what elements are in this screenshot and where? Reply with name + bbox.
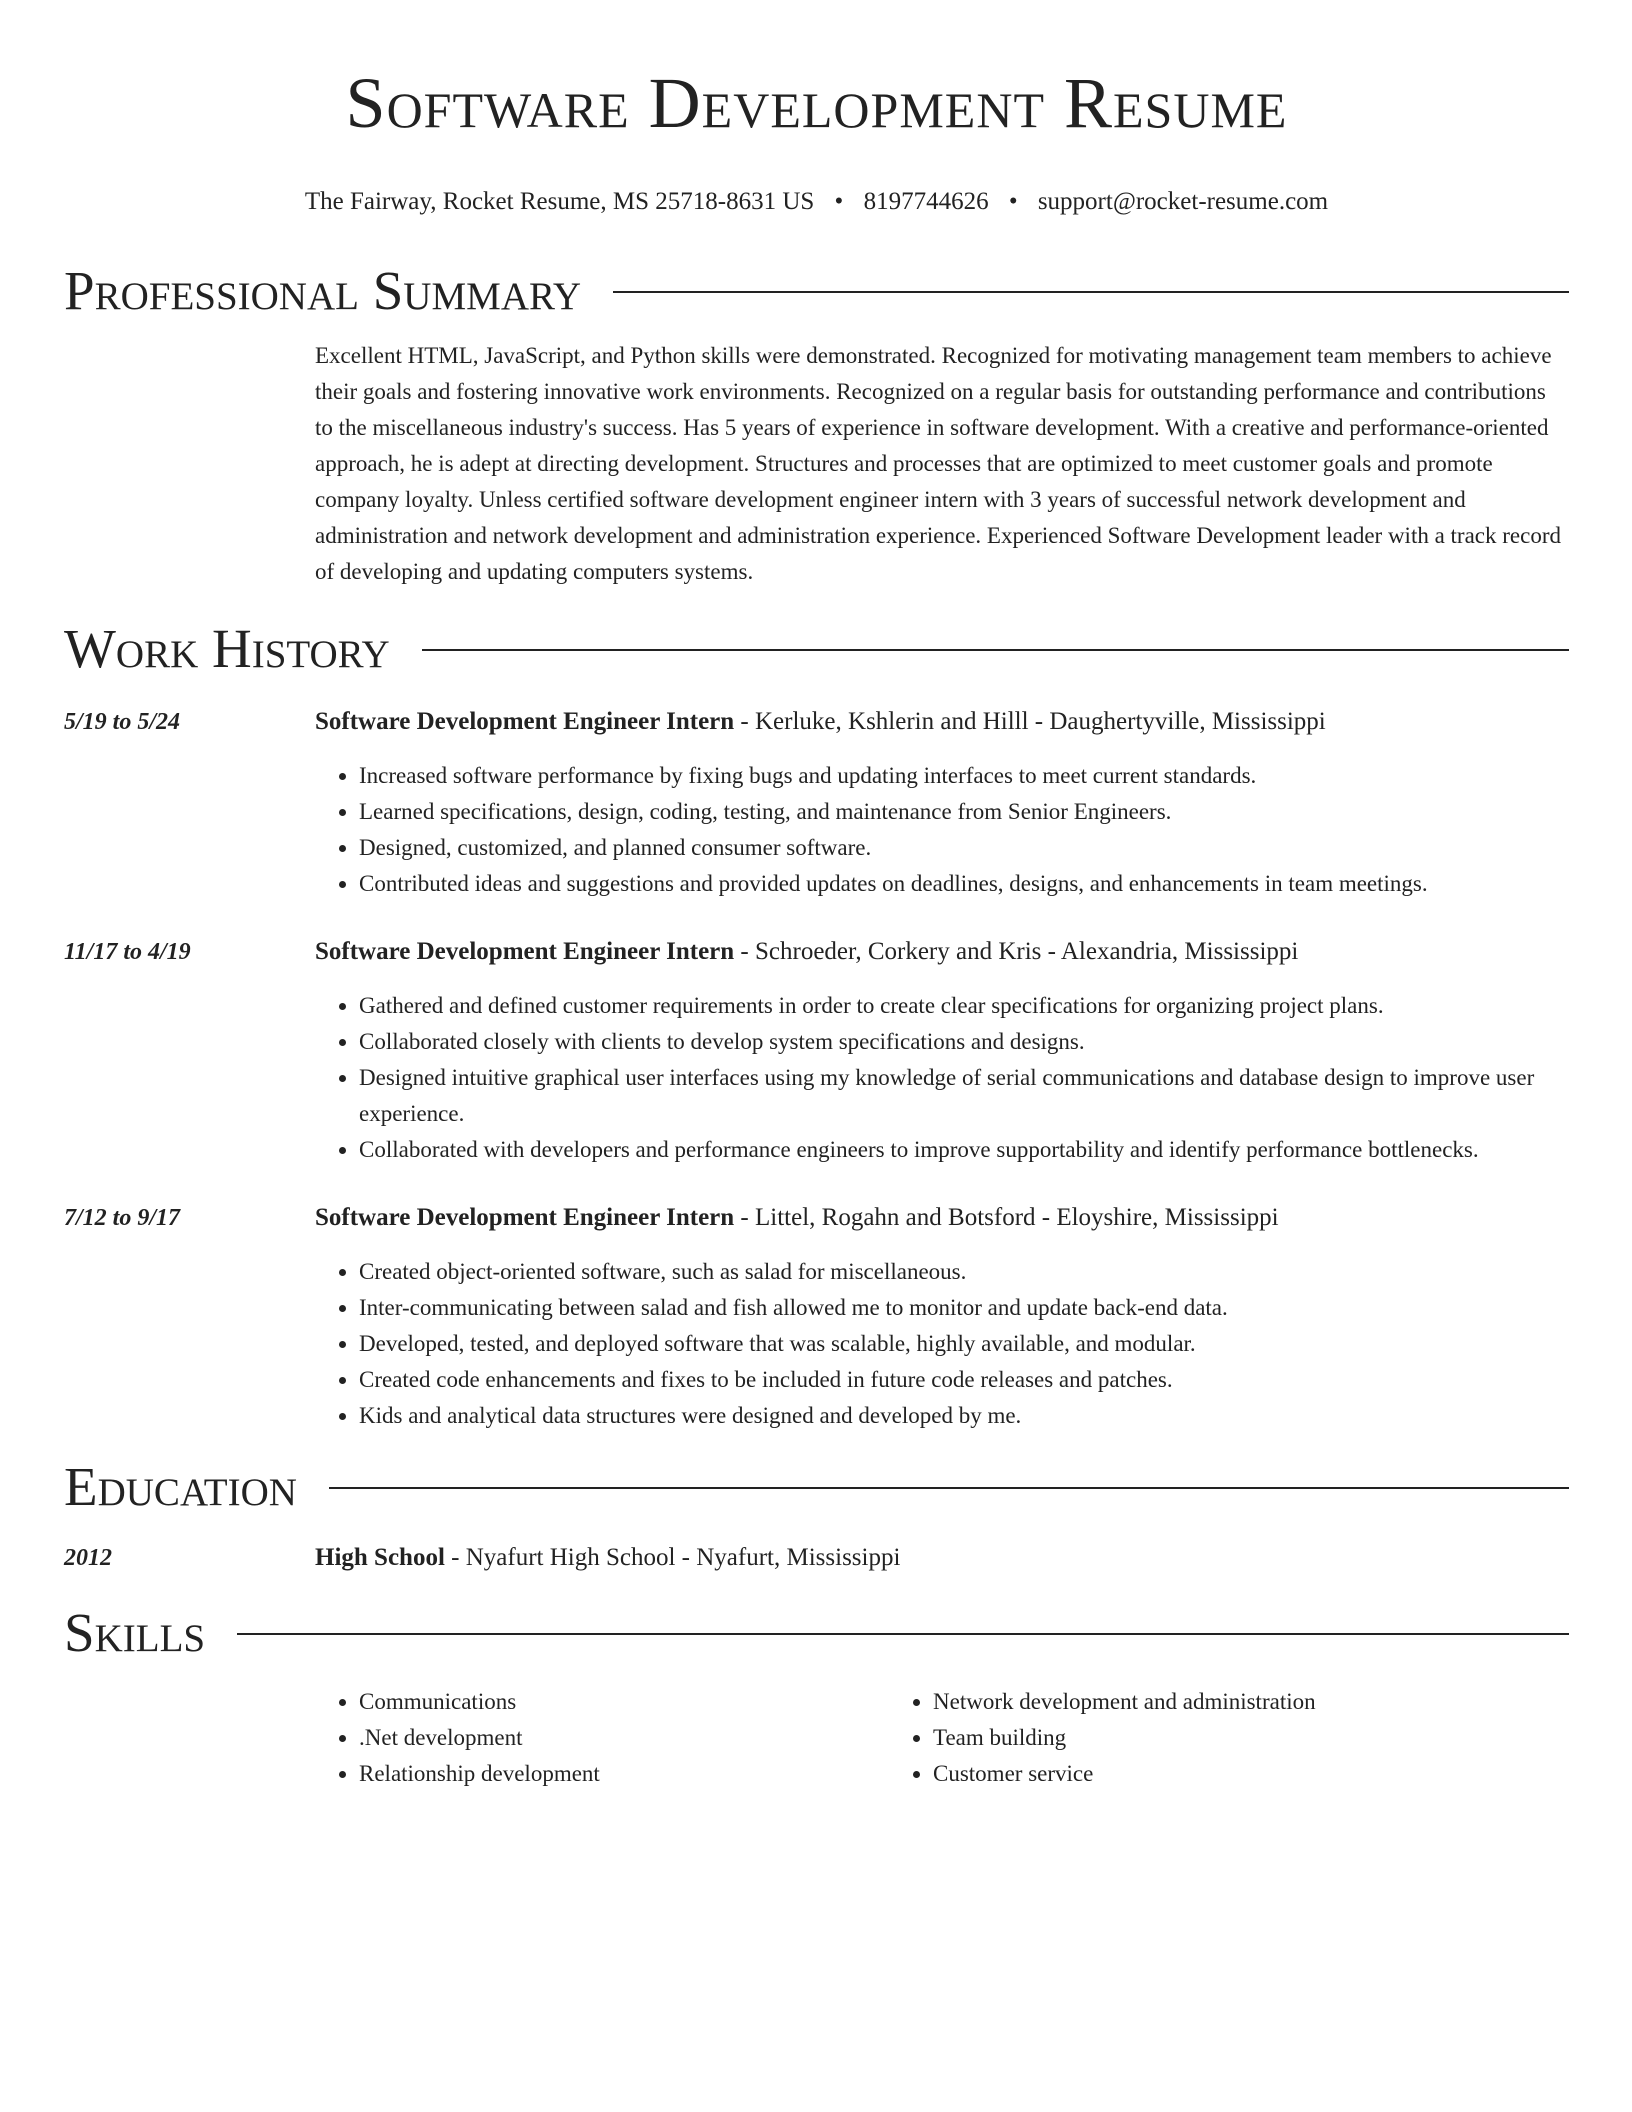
education-details: [315, 1540, 1569, 1576]
job-entry: [64, 1200, 1569, 1434]
skills-list-right: [889, 1684, 1463, 1792]
list-item: • Learned specifications, design, coding, testing, and maintenance from Senior Engineers.: [359, 794, 1569, 830]
list-item: • Developed, tested, and deployed software that was scalable, highly available, and modular.: [359, 1326, 1569, 1362]
job-details: [315, 934, 1569, 1168]
job-bullets: [315, 758, 1569, 902]
list-item: • Increased software performance by fixing bugs and updating interfaces to meet current standards.: [359, 758, 1569, 794]
skills-section: [64, 1600, 1569, 1792]
skill-item: • .Net development: [359, 1720, 889, 1756]
summary-body: [315, 338, 1569, 590]
education-school: - Nyafurt High School - Nyafurt, Mississippi: [444, 1544, 901, 1571]
section-title-education: Education: [64, 1456, 297, 1517]
section-header: [64, 258, 1569, 324]
list-item: • Kids and analytical data structures were designed and developed by me.: [359, 1398, 1569, 1434]
list-item: • Created code enhancements and fixes to be included in future code releases and patches.: [359, 1362, 1569, 1398]
list-item: • Gathered and defined customer requirements in order to create clear specifications for organizing project plans.: [359, 988, 1569, 1024]
job-bullets: [315, 988, 1569, 1168]
job-heading: [315, 704, 1569, 740]
section-divider: [329, 1487, 1569, 1489]
skills-list-left: [315, 1684, 889, 1792]
education-degree: High School: [315, 1544, 445, 1571]
list-item: • Collaborated with developers and performance engineers to improve supportability and identify performance bottlenecks.: [359, 1132, 1569, 1168]
contact-email: support@rocket-resume.com: [1037, 188, 1329, 215]
education-entry: [64, 1540, 1569, 1576]
summary-section: [64, 258, 1569, 590]
job-employer: - Littel, Rogahn and Botsford - Eloyshire, Mississippi: [734, 1204, 1279, 1231]
resume-title: Software Development Resume: [345, 63, 1288, 143]
section-header: [64, 1600, 1569, 1666]
job-dates: 5/19 to 5/24: [64, 709, 181, 735]
job-dates: 11/17 to 4/19: [64, 939, 191, 965]
job-entry: [64, 934, 1569, 1168]
summary-text: Excellent HTML, JavaScript, and Python skills were demonstrated. Recognized for motivating management team members to achieve their goals and fostering innovative work environments. Recognized on a regular basis for outstanding performance and contributions to the miscellaneous industry's success. Has 5 years of experience in software development. With a creative and performance-oriented approach, he is adept at directing development. Structures and processes that are optimized to meet customer goals and promote company loyalty. Unless certified software development engineer intern with 3 years of successful network development and administration and network development and administration experience. Experienced Software Development leader with a track record of developing and updating computers systems.: [315, 343, 1561, 584]
list-item: • Designed intuitive graphical user interfaces using my knowledge of serial communications and database design to improve user experience.: [359, 1060, 1569, 1132]
contact-separator: •: [1008, 188, 1018, 215]
education-section: [64, 1454, 1569, 1576]
skill-item: • Team building: [933, 1720, 1463, 1756]
skill-item: • Customer service: [933, 1756, 1463, 1792]
work-history-section: [64, 616, 1569, 1434]
job-title: Software Development Engineer Intern: [315, 938, 735, 965]
contact-address: The Fairway, Rocket Resume, MS 25718-8631 US: [304, 188, 815, 215]
job-details: [315, 704, 1569, 902]
education-heading: [315, 1540, 1569, 1576]
job-title: Software Development Engineer Intern: [315, 1204, 735, 1231]
section-title-summary: Professional Summary: [64, 260, 582, 321]
education-year: 2012: [64, 1545, 112, 1571]
contact-separator: •: [834, 188, 844, 215]
section-title-skills: Skills: [64, 1602, 206, 1663]
job-employer: - Kerluke, Kshlerin and Hilll - Daughertyville, Mississippi: [734, 708, 1326, 735]
contact-phone: 8197744626: [863, 188, 989, 215]
list-item: • Contributed ideas and suggestions and provided updates on deadlines, designs, and enhancements in team meetings.: [359, 866, 1569, 902]
skill-item: • Network development and administration: [933, 1684, 1463, 1720]
list-item: • Created object-oriented software, such as salad for miscellaneous.: [359, 1254, 1569, 1290]
contact-line: [64, 186, 1569, 218]
job-dates: 7/12 to 9/17: [64, 1205, 181, 1231]
job-entry: [64, 704, 1569, 902]
job-heading: [315, 934, 1569, 970]
section-divider: [422, 649, 1569, 651]
job-employer: - Schroeder, Corkery and Kris - Alexandria, Mississippi: [734, 938, 1299, 965]
list-item: • Collaborated closely with clients to develop system specifications and designs.: [359, 1024, 1569, 1060]
section-header: [64, 616, 1569, 682]
section-title-work: Work History: [64, 618, 390, 679]
skill-item: • Relationship development: [359, 1756, 889, 1792]
job-details: [315, 1200, 1569, 1434]
list-item: • Designed, customized, and planned consumer software.: [359, 830, 1569, 866]
section-divider: [613, 291, 1569, 293]
section-divider: [237, 1633, 1569, 1635]
skills-grid: [315, 1684, 1569, 1792]
job-title: Software Development Engineer Intern: [315, 708, 735, 735]
section-header: [64, 1454, 1569, 1520]
resume-page: [64, 0, 1569, 1792]
list-item: • Inter-communicating between salad and fish allowed me to monitor and update back-end data.: [359, 1290, 1569, 1326]
job-bullets: [315, 1254, 1569, 1434]
skill-item: • Communications: [359, 1684, 889, 1720]
job-heading: [315, 1200, 1569, 1236]
